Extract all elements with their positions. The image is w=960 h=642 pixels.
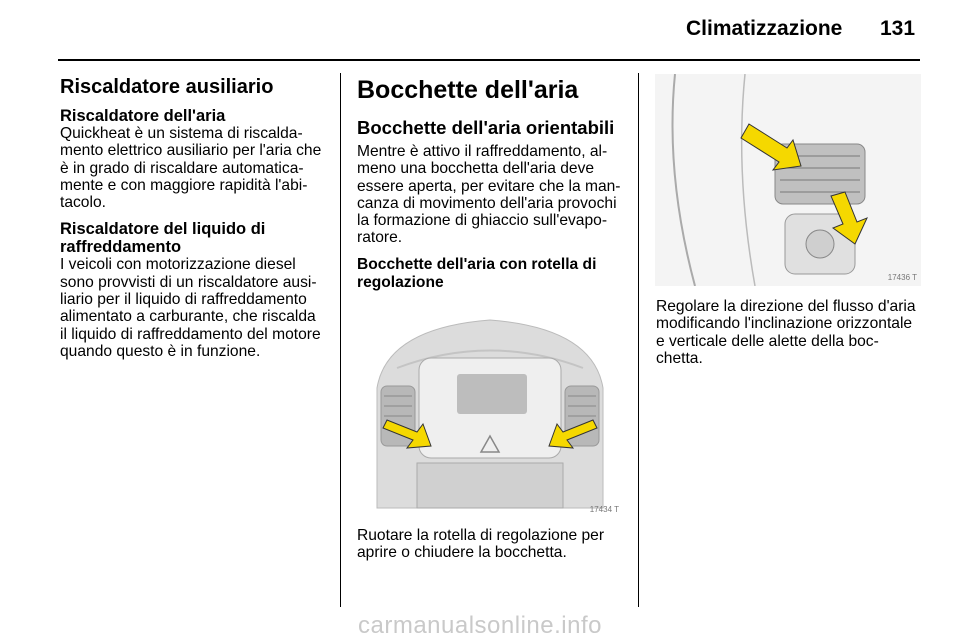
watermark: carmanualsonline.info: [358, 612, 602, 639]
middle-caption: [357, 527, 623, 562]
figure-dashboard-vents: [357, 308, 623, 518]
right-caption: [656, 298, 922, 367]
header-rule: [58, 59, 920, 61]
subheading-riscaldatore-aria: Riscaldatore dell'aria: [60, 107, 226, 125]
adjustable-vent-illustration: [655, 74, 921, 286]
page-title: Climatizzazione: [686, 17, 843, 40]
paragraph-quickheat: Quickheat è un sistema di riscalda-mento elettrico ausiliario per l'aria che è in grado di riscaldare automatica-mente e con maggiore rapidità l'abi-tacolo.: [60, 125, 322, 212]
paragraph-diesel: I veicoli con motorizzazione diesel sono provvisti di un riscaldatore ausi-liario per il liquido di raffreddamento alimentato a carburante, che riscalda il liquido di raffreddamento del motore quando questo è in funzione.: [60, 256, 321, 360]
caption-direzione: Regolare la direzione del flusso d'aria modificando l'inclinazione orizzontale e verticale delle alette della boc-chetta.: [656, 298, 916, 367]
column-divider-2: [638, 73, 639, 607]
figure-code: 17434 T: [589, 505, 619, 514]
caption-rotella: Ruotare la rotella di regolazione per aprire o chiudere la bocchetta.: [357, 527, 605, 562]
column-divider-1: [340, 73, 341, 607]
figure-code-right: 17436 T: [887, 273, 917, 282]
section-heading-bocchette: Bocchette dell'aria: [357, 76, 579, 104]
subheading-riscaldatore-liquido: Riscaldatore del liquido di raffreddamento: [60, 220, 266, 257]
dashboard-vents-illustration: [357, 308, 623, 518]
middle-column: [357, 76, 623, 292]
subheading-rotella: Bocchette dell'aria con rotella di regolazione: [357, 255, 597, 291]
section-heading-riscaldatore-ausiliario: Riscaldatore ausiliario: [60, 76, 274, 98]
figure-adjustable-vent: [655, 74, 921, 286]
subheading-bocchette-orientabili: Bocchette dell'aria orientabili: [357, 117, 615, 138]
paragraph-raffreddamento: Mentre è attivo il raffreddamento, al-meno una bocchetta dell'aria deve essere aperta, per evitare che la man-canza di movimento dell'aria provochi la formazione di ghiaccio sull'evapo-ratore.: [357, 143, 621, 247]
left-column: [60, 76, 326, 360]
page-number: 131: [880, 17, 916, 40]
